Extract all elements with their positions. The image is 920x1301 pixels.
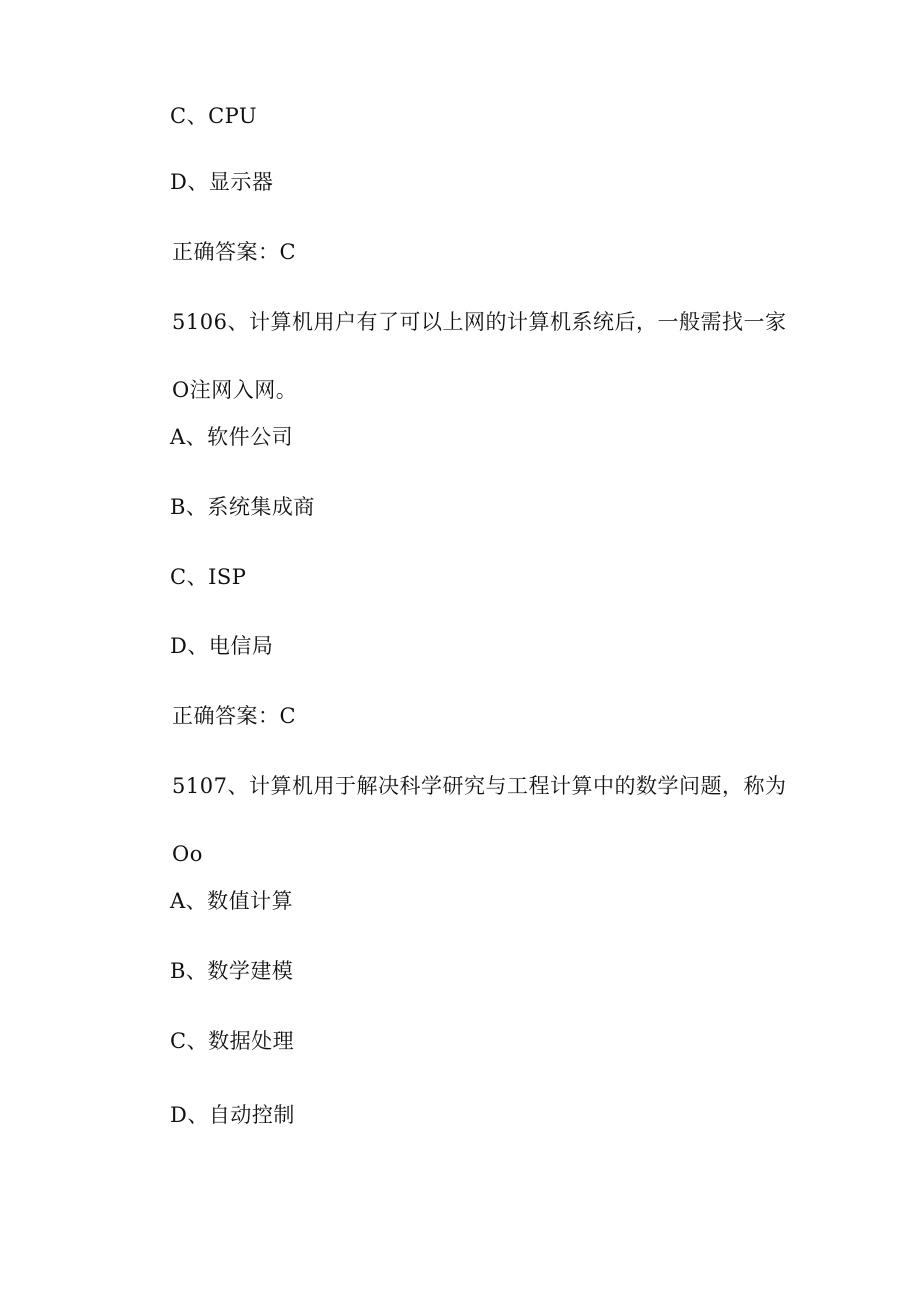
option-d-display: D、显示器 xyxy=(170,170,274,194)
question-5106-text: 5106、计算机用户有了可以上网的计算机系统后，一般需找一家O注网入网。 xyxy=(172,310,787,402)
option-a: A、软件公司 xyxy=(170,425,294,449)
option-c-cpu: C、CPU xyxy=(170,104,258,128)
option-a: A、数值计算 xyxy=(170,889,294,913)
correct-answer-label: 正确答案：C xyxy=(172,704,297,728)
option-b: B、数学建模 xyxy=(170,959,294,983)
option-c: C、数据处理 xyxy=(170,1029,295,1053)
correct-answer-label: 正确答案：C xyxy=(172,240,297,264)
option-c: C、ISP xyxy=(170,565,247,589)
question-5107-text: 5107、计算机用于解决科学研究与工程计算中的数学问题，称为Oo xyxy=(172,774,787,866)
option-b: B、系统集成商 xyxy=(170,495,315,519)
option-d: D、电信局 xyxy=(170,634,274,658)
option-d: D、自动控制 xyxy=(170,1103,295,1127)
